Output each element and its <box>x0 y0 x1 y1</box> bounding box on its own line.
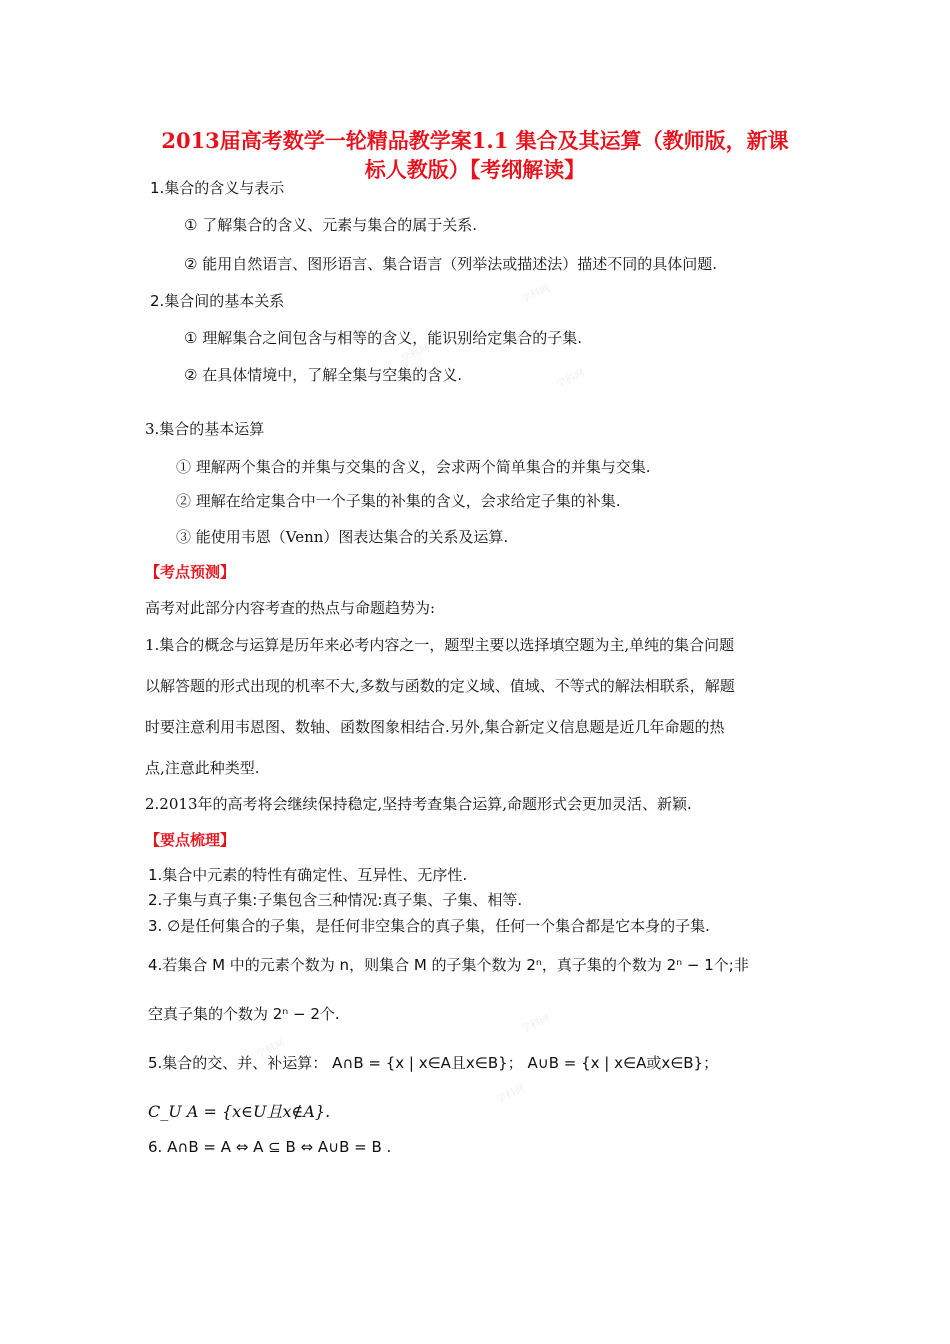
watermark: 学科网 <box>519 282 552 306</box>
syllabus-section-3-item-2: ② 理解在给定集合中一个子集的补集的含义，会求给定子集的补集. <box>176 492 621 510</box>
keypoint-5-line-2: C_U A = {x∈U且x∉A}. <box>148 1102 331 1121</box>
syllabus-section-3-item-3: ③ 能使用韦恩（Venn）图表达集合的关系及运算. <box>176 528 509 546</box>
watermark: 学科网 <box>519 1012 552 1036</box>
watermark: 学科网 <box>254 1037 287 1061</box>
keypoint-2: 2.子集与真子集:子集包含三种情况:真子集、子集、相等. <box>148 891 523 909</box>
forecast-paragraph-1-line-4: 点,注意此种类型. <box>145 759 260 777</box>
forecast-paragraph-1-line-1: 1.集合的概念与运算是历年来必考内容之一，题型主要以选择填空题为主,单纯的集合问题 <box>145 636 735 654</box>
forecast-paragraph-1-line-2: 以解答题的形式出现的机率不大,多数与函数的定义域、值域、不等式的解法相联系，解题 <box>145 677 735 695</box>
syllabus-section-1-heading: 1.集合的含义与表示 <box>150 179 285 197</box>
forecast-intro: 高考对此部分内容考查的热点与命题趋势为: <box>145 599 436 617</box>
syllabus-section-3-item-1: ① 理解两个集合的并集与交集的含义，会求两个简单集合的并集与交集. <box>176 458 651 476</box>
forecast-heading: 【考点预测】 <box>145 563 236 581</box>
keypoint-5-line-1: 5.集合的交、并、补运算： A∩B = {x | x∈A且x∈B}； A∪B = {x | x∈A或x∈B}； <box>148 1054 719 1072</box>
forecast-paragraph-2: 2.2013年的高考将会继续保持稳定,坚持考查集合运算,命题形式会更加灵活、新颖. <box>145 795 692 813</box>
syllabus-section-3-heading: 3.集合的基本运算 <box>145 420 265 438</box>
document-title <box>120 126 830 184</box>
forecast-paragraph-1-line-3: 时要注意利用韦恩图、数轴、函数图象相结合.另外,集合新定义信息题是近几年命题的热 <box>145 718 725 736</box>
keypoint-3: 3. ∅是任何集合的子集，是任何非空集合的真子集，任何一个集合都是它本身的子集. <box>148 917 710 935</box>
keypoint-6: 6. A∩B = A ⇔ A ⊆ B ⇔ A∪B = B . <box>148 1138 392 1156</box>
keypoint-1: 1.集合中元素的特性有确定性、互异性、无序性. <box>148 866 468 884</box>
syllabus-section-1-item-1: ① 了解集合的含义、元素与集合的属于关系. <box>184 216 477 234</box>
title-line-1: 2013届高考数学一轮精品教学案1.1 集合及其运算（教师版，新课 <box>161 128 789 153</box>
keypoint-4-line-2: 空真子集的个数为 2ⁿ − 2个. <box>148 1005 340 1023</box>
syllabus-section-2-heading: 2.集合间的基本关系 <box>150 292 285 310</box>
syllabus-section-2-item-1: ① 理解集合之间包含与相等的含义，能识别给定集合的子集. <box>184 329 582 347</box>
keypoints-heading: 【要点梳理】 <box>145 831 236 849</box>
watermark: 学科网 <box>494 1082 527 1106</box>
title-line-2: 标人教版）【考纲解读】 <box>364 157 586 182</box>
syllabus-section-2-item-2: ② 在具体情境中，了解全集与空集的含义. <box>184 366 462 384</box>
watermark: 学科网 <box>399 342 432 366</box>
keypoint-4-line-1: 4.若集合 M 中的元素个数为 n，则集合 M 的子集个数为 2ⁿ，真子集的个数为 2ⁿ − 1个;非 <box>148 956 749 974</box>
syllabus-section-1-item-2: ② 能用自然语言、图形语言、集合语言（列举法或描述法）描述不同的具体问题. <box>184 255 717 273</box>
watermark: 学科网 <box>554 367 587 391</box>
